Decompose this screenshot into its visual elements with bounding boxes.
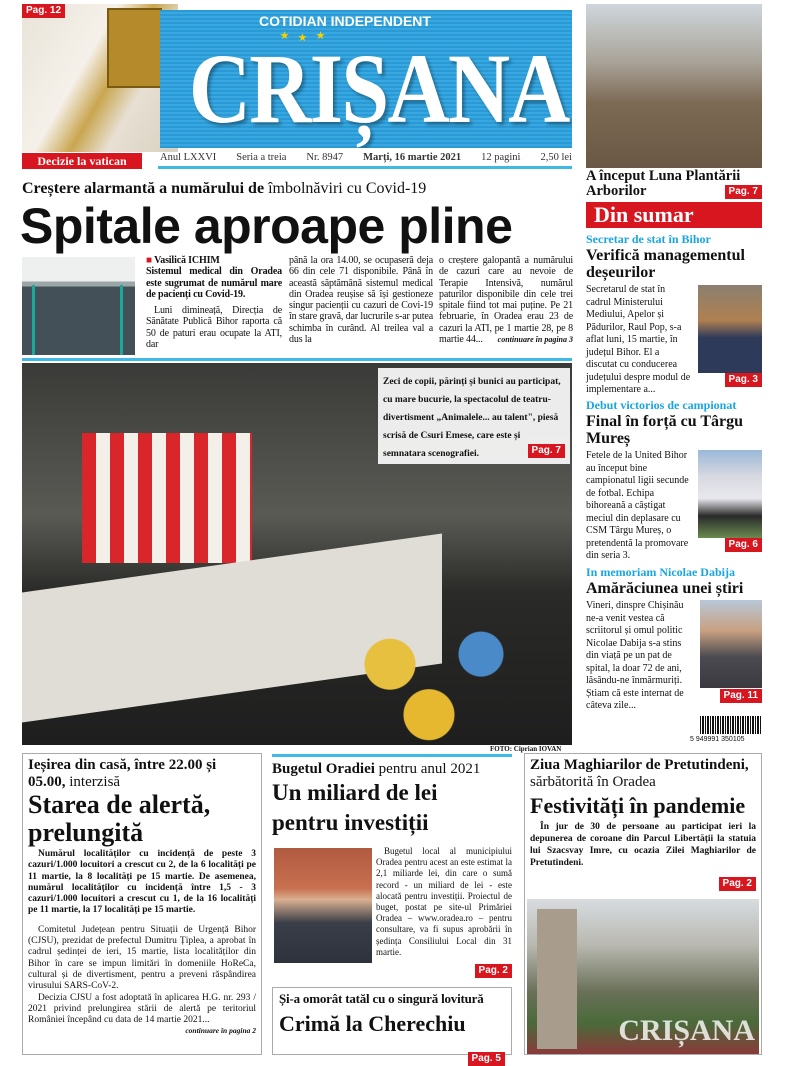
kicker-bold: Ziua Maghiarilor de Pretutindeni,	[530, 757, 749, 773]
page-ref[interactable]: Pag. 2	[475, 964, 512, 978]
hungarian-text: În jur de 30 de persoane au participat ieri la depunerea de coroane din Parcul Libertății la statuia lui Szacsvay Imre, cu ocazia Zilei Maghiarilor de Pretutindeni.	[530, 822, 756, 868]
pope-photo[interactable]	[22, 4, 178, 152]
alert-lead: Numărul localităților cu incidență de peste 3 cazuri/1.000 locuitori a crescut cu 2, de la 6 localități pe 11 martie, la 8 localități pe 15 martie. De asemenea, numărul localităților cu incidență între 1,5 - 3 cazuri/1.000 locuitori a crescut cu 1, de la 16 localități pe 11 martie, la 17 localități pe 15 martie.	[28, 849, 256, 916]
summary-header: Din sumar	[586, 202, 762, 228]
page-count: 12 pagini	[481, 152, 521, 163]
lead-text-1: Luni dimineață, Direcția de Sănătate Publică Bihor raporta că 50 de paturi erau ocupate la ATI, dar	[146, 305, 282, 351]
item-title[interactable]: Final în forță cu Târgu Mureș	[586, 413, 744, 447]
barcode-number: 5 949991 350105	[690, 736, 745, 743]
continue-link[interactable]: continuare în pagina 2	[185, 1026, 256, 1036]
ceremony-photo	[527, 899, 759, 1054]
stage-curtain	[82, 433, 252, 563]
photo-caption: Zeci de copii, părinți și bunici au participat, cu mare bucurie, la spectacolul de teatru-divertisment „Animalele... au talent", piesă scrisă de Csuri Emese, care este și semnatara scenografiei.	[383, 377, 561, 459]
masthead	[160, 10, 572, 148]
divider	[272, 754, 512, 757]
budget-headline[interactable]: Un miliard de lei pentru investiții	[272, 780, 438, 835]
item-kicker: Secretar de stat în Bihor	[586, 232, 711, 246]
item-kicker: Debut victorios de campionat	[586, 398, 737, 412]
item-photo	[698, 285, 762, 373]
kicker-rest: interzisă	[69, 774, 121, 790]
kicker-bold: Bugetul Oradiei	[272, 761, 375, 777]
children	[312, 543, 572, 745]
bullet-icon: ■	[146, 255, 155, 266]
kicker-rest: îmbolnăviri cu Covid-19	[268, 180, 427, 197]
vatican-label[interactable]: Decizie la vatican	[22, 153, 142, 169]
pillar	[120, 285, 123, 355]
budget-article[interactable]	[272, 760, 512, 982]
sidebar-item[interactable]	[586, 398, 762, 561]
lead-col-2: până la ora 14.00, se ocupaseră deja 66 din cele 71 disponibile. Până în această săptămână sistemul medical din Oradea reușise să își gestioneze singur pacienții cu cazuri de Covi-19 în stare gravă, dar lucrurile s-ar putea schimba în curând. Al treilea val a dus la	[289, 255, 433, 346]
lead-col-3-text: o creștere galopantă a numărului de cazuri care au nevoie de Terapie Intensivă, numărul paturilor disponibile din cele trei spitale fiind tot mai puține. Pe 21 februarie, în Oradea erau 23 de cazuri la ATI, pe 1 martie 28, pe 8 martie 44...	[439, 255, 573, 346]
lead-intro: Sistemul medical din Oradea este sugrumat de numărul mare de pacienți cu Covid-19.	[146, 266, 282, 300]
date: Marți, 16 martie 2021	[363, 152, 462, 163]
lead-kicker	[22, 180, 426, 198]
newspaper-title: CRIȘANA	[188, 33, 569, 144]
photo-caption-box	[378, 368, 570, 464]
alert-article[interactable]	[22, 753, 262, 1055]
page-ref[interactable]: Pag. 7	[725, 185, 762, 199]
hungarian-headline[interactable]: Festivități în pandemie	[530, 793, 746, 818]
series: Seria a treia	[236, 152, 287, 163]
page-ref[interactable]: Pag. 2	[719, 877, 756, 891]
price: 2,50 lei	[540, 152, 572, 163]
continue-link[interactable]: continuare în pagina 3	[497, 335, 573, 345]
sidebar-item[interactable]	[586, 565, 762, 711]
crime-headline[interactable]: Crimă la Cherechiu	[279, 1011, 466, 1036]
book-image	[107, 8, 162, 88]
barcode	[700, 716, 762, 734]
kicker-rest: sărbătorită în Oradea	[530, 774, 656, 790]
crime-article[interactable]	[272, 987, 512, 1064]
page-ref[interactable]: Pag. 3	[725, 373, 762, 387]
alert-paragraph: Comitetul Județean pentru Situații de Urgență Bihor (CJSU), prezidat de prefectul Dumitru Țiplea, a aprobat în cadrul ședinței de ieri, 15 martie, lista localităților din Bihor în care se impun limitări în domeniile HoReCa, cultural și de divertisment, pentru a preveni răspândirea virusului SARS-CoV-2.	[28, 924, 256, 992]
kicker-bold: Ieșirea din casă, între 22.00 și 05.00,	[28, 757, 217, 790]
pillar	[32, 285, 35, 355]
budget-text: Bugetul local al municipiului Oradea pentru acest an este estimat la 2,1 miliarde lei, din care o sumă record - un miliard de lei - este alocată pentru investiții. Proiectul de buget, postat pe site-ul Primăriei Oradea – www.oradea.ro – pentru consultare, va fi supus aprobării în ședința Consiliului Local din 31 martie.	[376, 846, 512, 957]
tagline: COTIDIAN INDEPENDENT	[259, 13, 431, 29]
crime-kicker: Și-a omorât tatăl cu o singură lovitură	[279, 991, 484, 1006]
issue-info-bar	[160, 152, 572, 164]
kicker-rest: pentru anul 2021	[378, 761, 481, 777]
sidebar-item[interactable]	[586, 232, 762, 395]
lead-col-3	[439, 255, 573, 345]
page-ref[interactable]: Pag. 12	[22, 4, 65, 18]
lead-headline[interactable]: Spitale aproape pline	[20, 198, 513, 254]
divider	[22, 358, 572, 361]
page-ref[interactable]: Pag. 7	[528, 444, 565, 458]
author: Vasilică ICHIM	[154, 255, 220, 266]
watermark-logo: CRIȘANA	[618, 1014, 755, 1047]
item-kicker: In memoriam Nicolae Dabija	[586, 565, 735, 579]
year: Anul LXXVI	[160, 152, 217, 163]
item-photo	[698, 450, 762, 538]
item-title[interactable]: Verifică managementul deșeurilor	[586, 247, 745, 281]
alert-headline[interactable]: Starea de alertă, prelungită	[28, 790, 211, 847]
tree-planting-block[interactable]	[586, 169, 762, 201]
alert-paragraph: Decizia CJSU a fost adoptată în aplicarea H.G. nr. 293 / 2021 privind prelungirea stării de alertă pe teritoriul României începând cu data de 14 martie 2021...	[28, 992, 256, 1026]
budget-text-block	[376, 846, 512, 978]
item-title[interactable]: Amărăciunea unei știri	[586, 580, 744, 597]
hospital-photo[interactable]	[22, 257, 135, 355]
tree-planting-title[interactable]: A început Luna Plantării Arborilor	[586, 168, 741, 199]
divider	[158, 166, 572, 169]
item-photo	[700, 600, 762, 688]
photo-credit: FOTO: Ciprian IOVAN	[490, 745, 562, 753]
page-ref[interactable]: Pag. 6	[725, 538, 762, 552]
lead-col-1	[146, 255, 282, 350]
item-text: Fetele de la United Bihor au început bine campionatul ligii secunde de fotbal. Echipa bihoreană a câștigat meciul din deplasare cu CSM Târgu Mureș, o pretendentă la promovare din seria 3.	[586, 450, 689, 561]
page-ref[interactable]: Pag. 11	[720, 689, 762, 703]
statue	[537, 909, 577, 1049]
item-text: Secretarul de stat în cadrul Ministerului Mediului, Apelor și Pădurilor, Raul Pop, s-a aflat luni, 15 martie, în județul Bihor. El a discutat cu conducerea județului despre modul de implementare a...	[586, 284, 691, 395]
hungarian-article[interactable]	[524, 753, 762, 1055]
item-text: Vineri, dinspre Chișinău ne-a venit vestea că scriitorul și omul politic Nicolae Dabija s-a stins din viață pe un pat de spital, la doar 72 de ani, lăsându-ne înmărmuriți. Știam că este internat de câteva zile...	[586, 600, 684, 711]
issue-number: Nr. 8947	[306, 152, 344, 163]
tree-planting-photo[interactable]	[586, 4, 762, 168]
kicker-bold: Creștere alarmantă a numărului de	[22, 180, 265, 197]
mayor-photo	[274, 848, 372, 963]
page-ref[interactable]: Pag. 5	[468, 1052, 505, 1066]
